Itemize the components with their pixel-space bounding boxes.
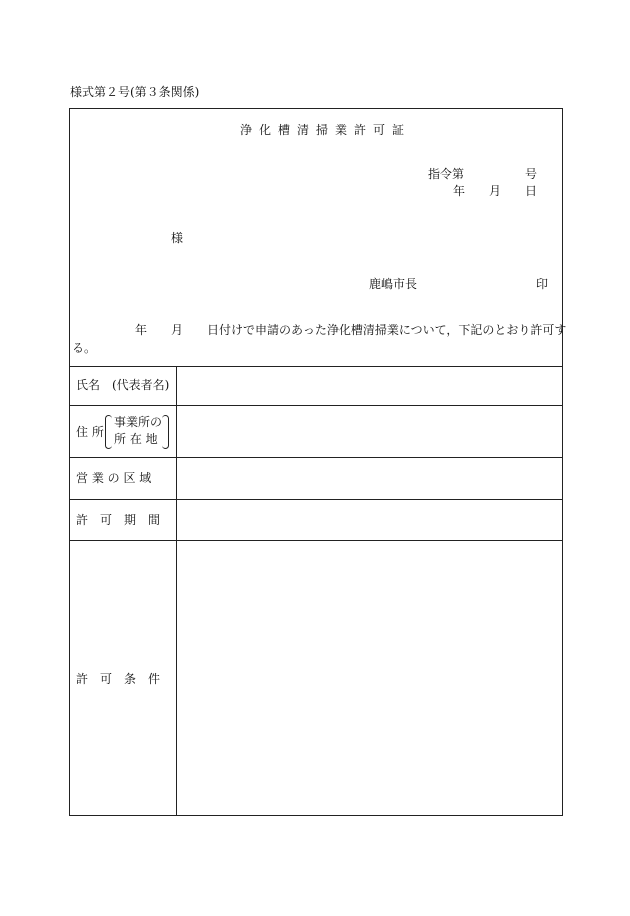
permit-form [69,108,567,816]
permit-period-label: 許 可 期 間 [76,513,161,527]
row-divider [70,540,562,541]
row-divider [70,366,562,367]
date-month: 月 [489,184,502,198]
addressee-suffix: 様 [171,231,184,245]
body-month: 月 [171,323,184,337]
order-number-suffix: 号 [525,167,538,181]
address-sublabel-location: 所 在 地 [114,432,158,446]
address-label: 住 所 [76,425,104,439]
body-year: 年 [135,323,148,337]
business-area-label: 営 業 の 区 域 [76,471,152,485]
form-label: 様式第２号(第３条関係) [70,85,200,99]
date-day: 日 [525,184,538,198]
order-number-prefix: 指令第 [428,167,465,181]
bracket-left [105,415,112,449]
form-title: 浄化槽清掃業許可証 [240,123,412,137]
issuer-name: 鹿嶋市長 [369,277,418,291]
name-label: 氏名 (代表者名) [76,378,170,392]
row-divider [70,405,562,406]
body-text-line2: る。 [72,341,97,355]
date-year: 年 [453,184,466,198]
row-divider [70,499,562,500]
address-sublabel-office: 事業所の [114,415,163,429]
permit-conditions-label: 許 可 条 件 [76,672,161,686]
body-text-line1: 日付けで申請のあった浄化槽清掃業について，下記のとおり許可す [207,323,567,337]
column-divider [176,366,177,815]
seal-mark: 印 [536,277,549,291]
bracket-right [162,415,169,449]
row-divider [70,457,562,458]
